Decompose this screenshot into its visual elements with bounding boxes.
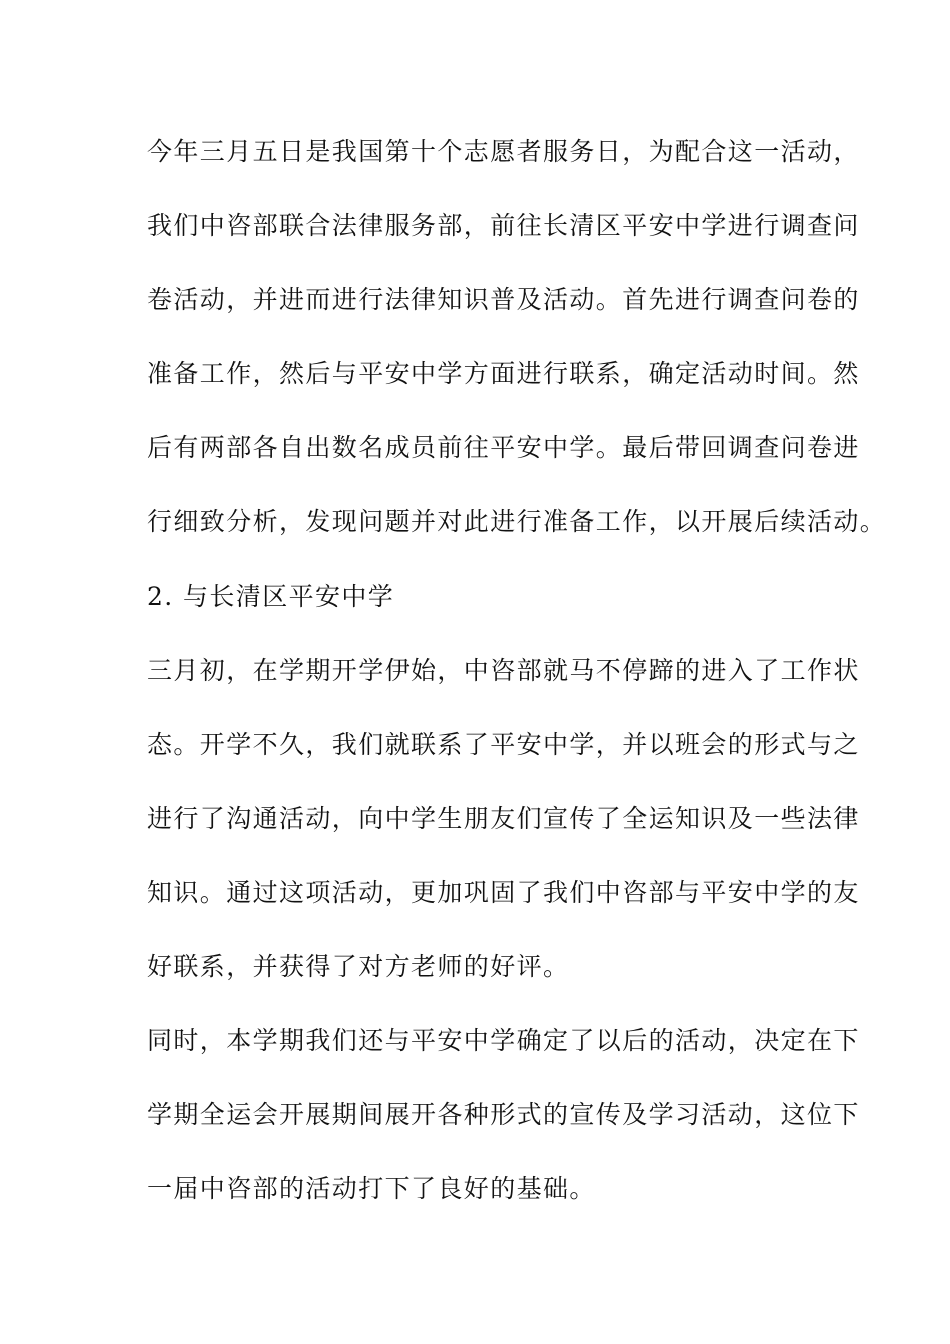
paragraph-1-line-1: 今年三月五日是我国第十个志愿者服务日，为配合这一活动， xyxy=(147,137,860,166)
paragraph-1-line-3: 卷活动，并进而进行法律知识普及活动。首先进行调查问卷的 xyxy=(147,285,860,314)
paragraph-2-line-4: 知识。通过这项活动，更加巩固了我们中咨部与平安中学的友 xyxy=(147,878,860,907)
section-heading: 2. 与长清区平安中学 xyxy=(147,582,395,611)
paragraph-1-line-4: 准备工作，然后与平安中学方面进行联系，确定活动时间。然 xyxy=(147,359,860,388)
paragraph-3-line-1: 同时，本学期我们还与平安中学确定了以后的活动，决定在下 xyxy=(147,1026,860,1055)
paragraph-3-line-3: 一届中咨部的活动打下了良好的基础。 xyxy=(147,1174,596,1203)
paragraph-1-line-5: 后有两部各自出数名成员前往平安中学。最后带回调查问卷进 xyxy=(147,433,860,462)
paragraph-3-line-2: 学期全运会开展期间展开各种形式的宣传及学习活动，这位下 xyxy=(147,1100,860,1129)
paragraph-2-line-3: 进行了沟通活动，向中学生朋友们宣传了全运知识及一些法律 xyxy=(147,804,860,833)
paragraph-2-line-5: 好联系，并获得了对方老师的好评。 xyxy=(147,952,570,981)
paragraph-1-line-2: 我们中咨部联合法律服务部，前往长清区平安中学进行调查问 xyxy=(147,211,860,240)
paragraph-2-line-1: 三月初，在学期开学伊始，中咨部就马不停蹄的进入了工作状 xyxy=(147,656,860,685)
paragraph-2-line-2: 态。开学不久，我们就联系了平安中学，并以班会的形式与之 xyxy=(147,730,860,759)
paragraph-1-line-6: 行细致分析，发现问题并对此进行准备工作，以开展后续活动。 xyxy=(147,507,887,536)
